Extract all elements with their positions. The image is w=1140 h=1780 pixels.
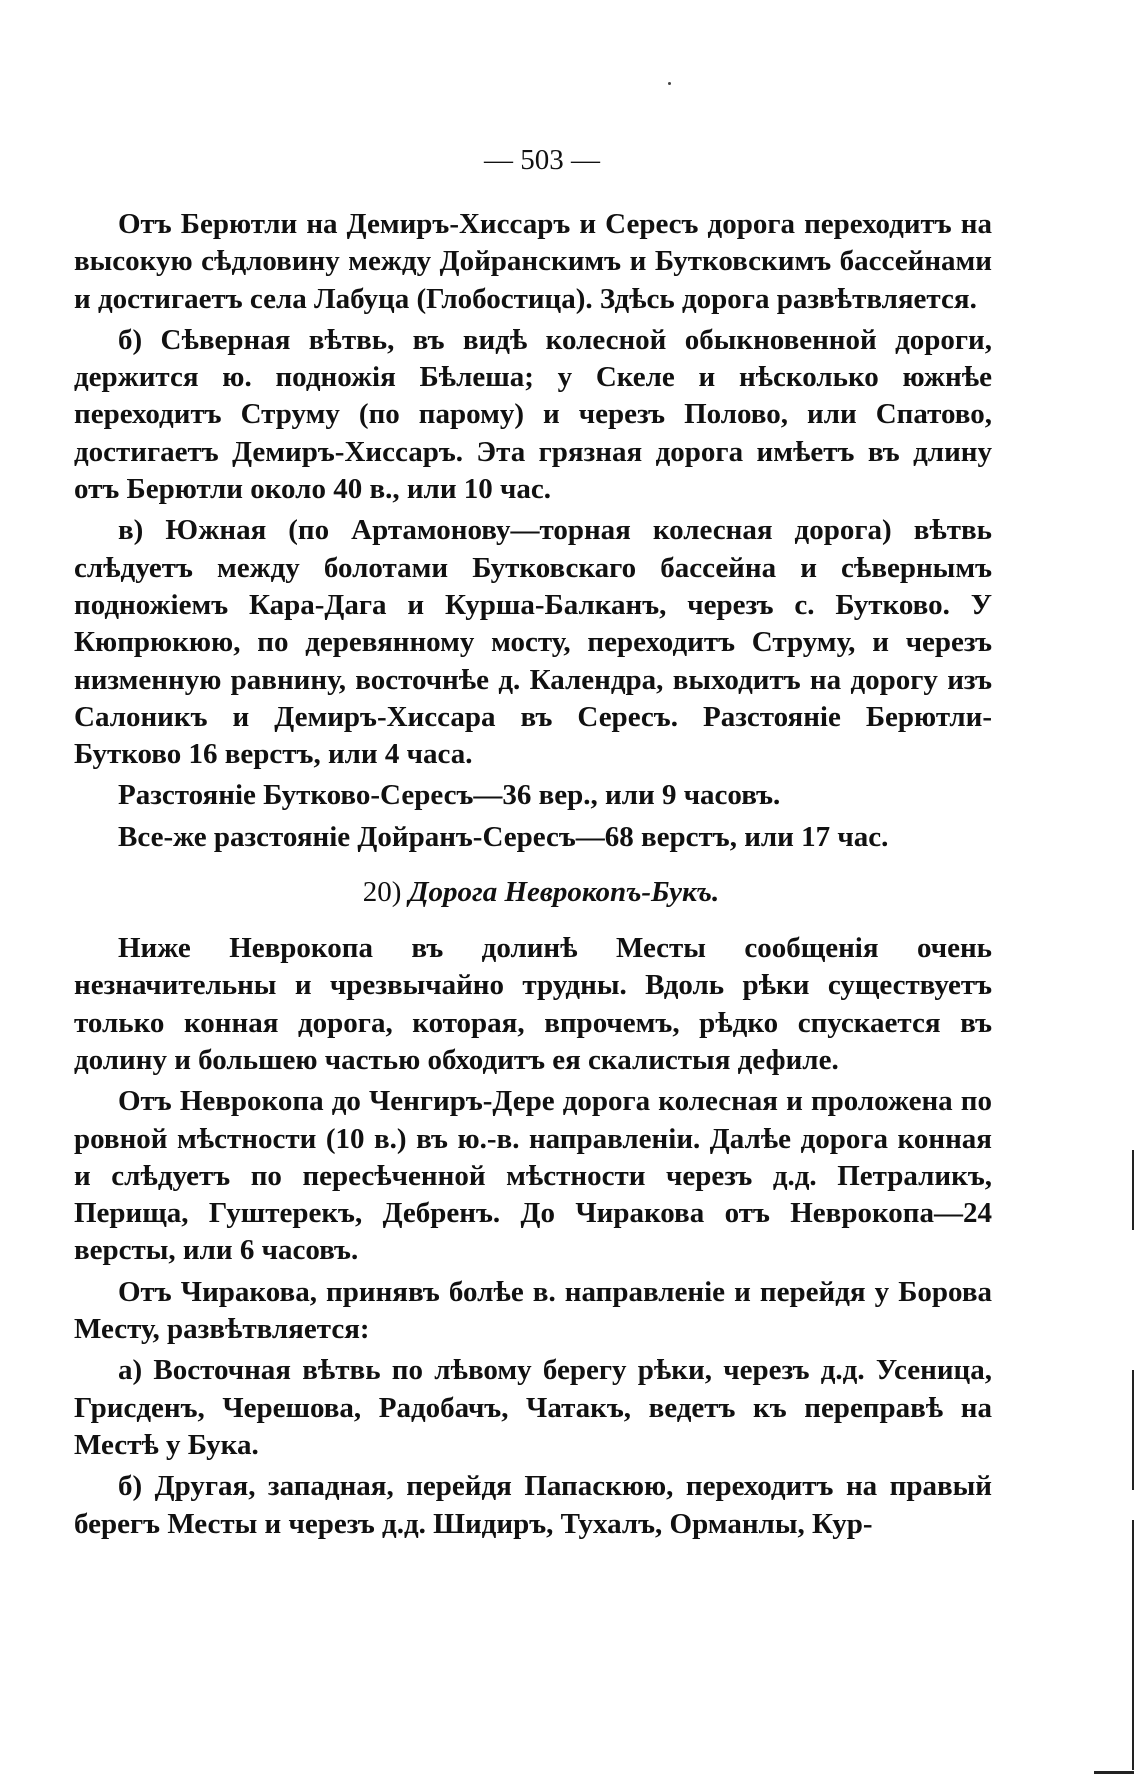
page-edge-mark-2 xyxy=(1132,1370,1134,1490)
paragraph-eastern-branch: а) Восточная вѣтвь по лѣвому берегу рѣки, черезъ д.д. Усеница, Грисденъ, Черешова, Радобачъ, Чатакъ, ведетъ къ переправѣ на Местѣ у Бука. xyxy=(74,1354,992,1461)
book-page xyxy=(74,138,992,1547)
paragraph-distance-doiran-seres: Все-же разстояніе Дойранъ-Сересъ—68 верстъ, или 17 час. xyxy=(118,820,889,853)
page-corner-mark xyxy=(1094,1771,1134,1774)
page-edge-mark-1 xyxy=(1132,1150,1134,1230)
page-edge-mark-3 xyxy=(1132,1520,1134,1770)
paragraph-nevrokop-chengir-dere: Отъ Неврокопа до Ченгиръ-Дере дорога колесная и проложена по ровной мѣстности (10 в.) въ ю.-в. направленіи. Далѣе дорога конная и слѣдуетъ по пересѣченной мѣстности черезъ д.д. Петраликъ, Перища, Гуштерекъ, Дебренъ. До Чиракова отъ Неврокопа—24 версты, или 6 часовъ. xyxy=(74,1085,992,1267)
paragraph-below-nevrokop: Ниже Неврокопа въ долинѣ Месты сообщенія очень незначительны и чрезвычайно трудны. Вдоль рѣки существуетъ только конная дорога, которая, впрочемъ, рѣдко спускается въ долину и большею частью обходитъ ея скалистыя дефиле. xyxy=(74,932,992,1076)
page-number: — 503 — xyxy=(484,144,600,176)
paragraph-southern-branch: в) Южная (по Артамонову—торная колесная дорога) вѣтвь слѣдуетъ между болотами Бутковскаго бассейна и сѣвернымъ подножіемъ Кара-Дага и Курша-Балканъ, черезъ с. Бутково. У Кюпрюкюю, по деревянному мосту, переходитъ Струму, и черезъ низменную равнину, восточнѣе д. Календра, выходитъ на дорогу изъ Салоникъ и Демиръ-Хиссара въ Сересъ. Разстояніе Берютли-Бутково 16 верстъ, или 4 часа. xyxy=(74,514,992,771)
margin-speck xyxy=(668,82,671,85)
paragraph-berutli-route: Отъ Берютли на Демиръ-Хиссаръ и Сересъ дорога переходитъ на высокую сѣдловину между Дойранскимъ и Бутковскимъ бассейнами и достигаетъ села Лабуца (Глобостица). Здѣсь дорога развѣтвляется. xyxy=(74,208,992,315)
paragraph-western-branch: б) Другая, западная, перейдя Папаскюю, переходитъ на правый берегъ Месты и черезъ д.д. Шидиръ, Тухалъ, Орманлы, Кур- xyxy=(74,1470,992,1540)
paragraph-from-chirakovo: Отъ Чиракова, принявъ болѣе в. направленіе и перейдя у Борова Месту, развѣтвляется: xyxy=(74,1275,992,1346)
paragraph-distance-butkovo-seres: Разстояніе Бутково-Сересъ—36 вер., или 9 часовъ. xyxy=(118,779,781,812)
section-number: 20) xyxy=(362,876,402,909)
section-title: Дорога Неврокопъ-Букъ. xyxy=(408,876,720,909)
section-heading xyxy=(74,872,992,912)
paragraph-northern-branch: б) Сѣверная вѣтвь, въ видѣ колесной обыкновенной дороги, держится ю. подножія Бѣлеша; у Скеле и нѣсколько южнѣе переходитъ Струму (по парому) и черезъ Полово, или Спатово, достигаетъ Демиръ-Хиссаръ. Эта грязная дорога имѣетъ въ длину отъ Берютли около 40 в., или 10 час. xyxy=(74,323,992,506)
